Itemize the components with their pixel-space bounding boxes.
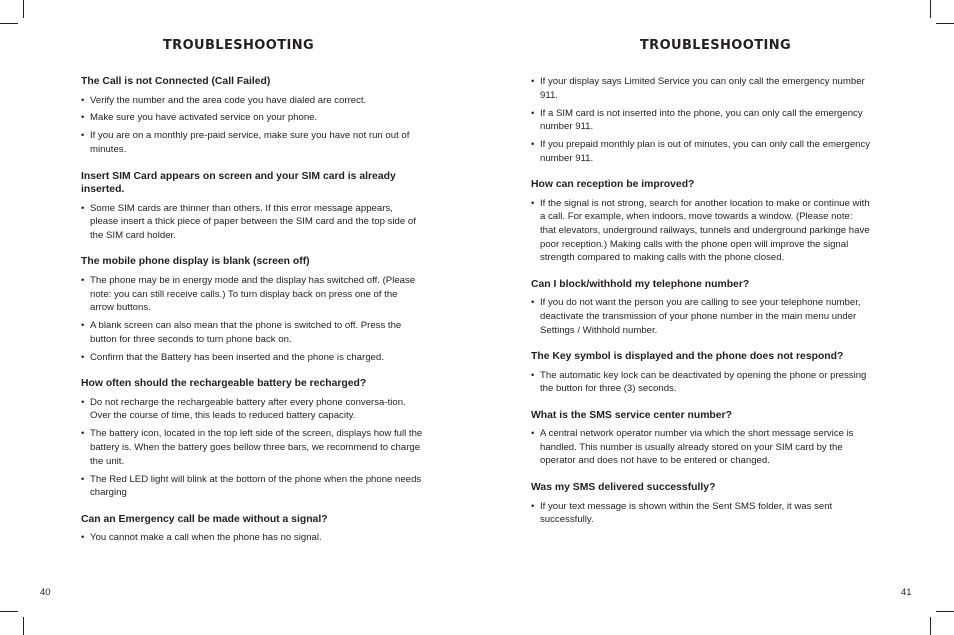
section-heading: How often should the rechargeable battery be recharged? — [81, 378, 367, 390]
bullet-list — [531, 197, 871, 265]
section-heading: The Call is not Connected (Call Failed) — [81, 76, 271, 87]
bullet-list — [531, 369, 871, 396]
bullet-item: • Confirm that the Battery has been inserted and the phone is charged. — [81, 351, 423, 365]
bullet-item: • If your display says Limited Service you can only call the emergency number 911. — [531, 75, 871, 102]
bullet-item: • If you prepaid monthly plan is out of minutes, you can only call the emergency number 911. — [531, 138, 871, 165]
bullet-item: • The automatic key lock can be deactivated by opening the phone or pressing the button for three (3) seconds. — [531, 369, 871, 396]
faq-section — [531, 75, 871, 165]
bullet-item: • If your text message is shown within the Sent SMS folder, it was sent successfully. — [531, 500, 871, 527]
bullet-item: • Do not recharge the rechargeable battery after every phone conversa-tion. Over the course of time, this leads to reduced battery capacity. — [81, 396, 423, 423]
faq-section — [531, 481, 871, 527]
bullet-item: • If a SIM card is not inserted into the phone, you can only call the emergency number 911. — [531, 107, 871, 134]
page-title: TROUBLESHOOTING — [639, 38, 792, 53]
bullet-list — [81, 531, 423, 545]
page-content — [81, 75, 423, 558]
bullet-item: • If the signal is not strong, search for another location to make or continue with a call. For example, when indoors, move towards a window. (Please note: that elevators, underground railways, tunnels and underground parkinge have poor reception.) Making calls with the phone open will improve the signal strength compared to making calls with the phone closed. — [531, 197, 871, 265]
faq-section — [81, 170, 423, 243]
faq-section — [531, 350, 871, 396]
faq-section — [531, 278, 871, 337]
faq-section — [81, 75, 423, 157]
bullet-item: • A blank screen can also mean that the phone is switched to off. Press the button for three seconds to turn phone back on. — [81, 319, 423, 346]
bullet-list — [81, 94, 423, 157]
bullet-list — [531, 500, 871, 527]
bullet-item: • The Red LED light will blink at the bottom of the phone when the phone needs charging — [81, 473, 423, 500]
section-heading: Was my SMS delivered successfully? — [531, 482, 716, 494]
page-content — [531, 75, 871, 540]
section-heading: What is the SMS service center number? — [531, 409, 732, 421]
bullet-item: • If you do not want the person you are calling to see your telephone number, deactivate the transmission of your phone number in the main menu under Settings / Withhold number. — [531, 296, 871, 337]
page-number: 40 — [40, 587, 51, 598]
section-heading: Can an Emergency call be made without a signal? — [81, 513, 328, 525]
section-heading: Can I block/withhold my telephone number? — [531, 278, 750, 290]
bullet-list — [81, 396, 423, 500]
bullet-list — [81, 274, 423, 364]
page-title: TROUBLESHOOTING — [162, 38, 315, 53]
section-heading: The Key symbol is displayed and the phone does not respond? — [531, 351, 844, 363]
bullet-list — [531, 75, 871, 165]
bullet-item: • The phone may be in energy mode and the display has switched off. (Please note: you can still receive calls.) To turn display back on press one of the arrow buttons. — [81, 274, 423, 315]
section-heading: Insert SIM Card appears on screen and your SIM card is already inserted. — [81, 170, 396, 196]
faq-section — [81, 513, 423, 545]
bullet-list — [531, 427, 871, 468]
faq-section — [81, 255, 423, 364]
bullet-list — [531, 296, 871, 337]
bullet-list — [81, 202, 423, 243]
page-number: 41 — [901, 587, 912, 598]
bullet-item: • If you are on a monthly pre-paid service, make sure you have not run out of minutes. — [81, 129, 423, 156]
bullet-item: • Verify the number and the area code you have dialed are correct. — [81, 94, 423, 108]
right-page — [477, 0, 954, 635]
bullet-item: • Make sure you have activated service on your phone. — [81, 111, 423, 125]
bullet-item: • Some SIM cards are thinner than others. If this error message appears, please insert a thick piece of paper between the SIM card and the top side of the SIM card holder. — [81, 202, 423, 243]
bullet-item: • A central network operator number via which the short message service is handled. This number is usually already stored on your SIM card by the operator and does not have to be entered or changed. — [531, 427, 871, 468]
section-heading: The mobile phone display is blank (screen off) — [81, 256, 310, 268]
faq-section — [531, 178, 871, 264]
faq-section — [531, 409, 871, 468]
section-heading: How can reception be improved? — [531, 179, 695, 191]
bullet-item: • The battery icon, located in the top left side of the screen, displays how full the battery is. When the battery goes bellow three bars, we recommend to charge the unit. — [81, 427, 423, 468]
bullet-item: • You cannot make a call when the phone has no signal. — [81, 531, 423, 545]
faq-section — [81, 377, 423, 499]
